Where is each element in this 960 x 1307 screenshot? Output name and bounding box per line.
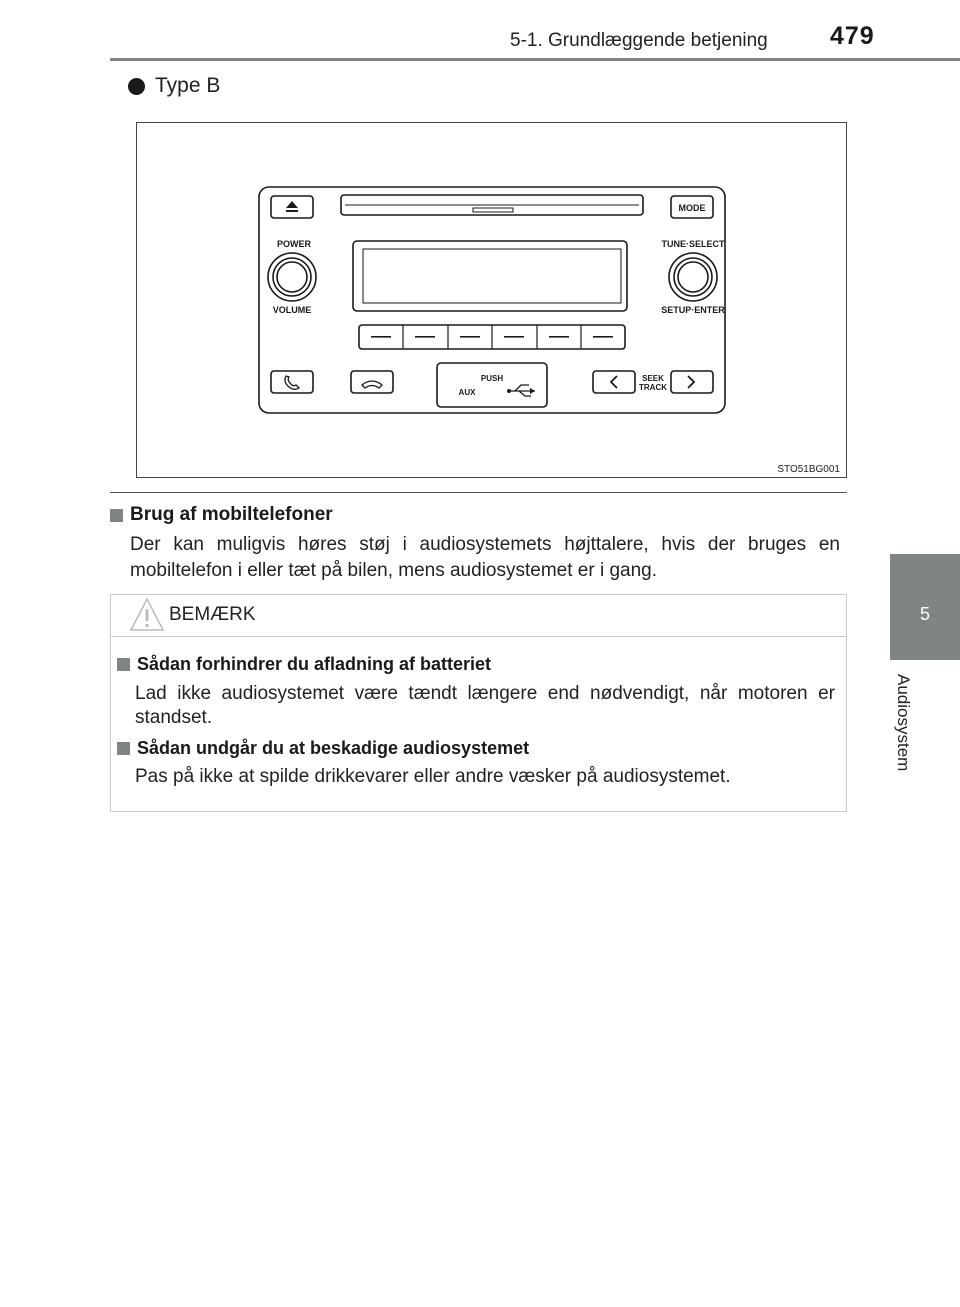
section-title: 5-1. Grundlæggende betjening <box>510 30 768 51</box>
chapter-tab <box>890 554 960 660</box>
section-divider <box>110 492 847 493</box>
square-bullet-icon <box>117 658 130 671</box>
audio-unit-figure <box>136 122 847 478</box>
notice-item-heading-1 <box>117 654 491 675</box>
seek-back-button <box>593 371 635 393</box>
notice-title: BEMÆRK <box>169 604 256 625</box>
notice-item-heading-2 <box>117 738 529 759</box>
setup-enter-label: SETUP·ENTER <box>661 305 725 315</box>
track-label: TRACK <box>639 383 667 392</box>
page-number: 479 <box>830 22 875 50</box>
notice-item-text-1: Lad ikke audiosystemet være tændt længere end nødvendigt, når motoren er standset. <box>135 683 835 728</box>
warning-triangle-icon <box>129 597 165 633</box>
phone-hangup-button <box>351 371 393 393</box>
notice-item-text-2: Pas på ikke at spilde drikkevarer eller andre væsker på audiosystemet. <box>135 766 731 787</box>
aux-label: AUX <box>458 388 476 397</box>
push-label: PUSH <box>480 374 504 383</box>
type-heading-text: Type B <box>155 74 221 97</box>
power-volume-knob <box>268 253 316 301</box>
audio-unit-illustration <box>137 123 846 477</box>
chapter-number: 5 <box>919 604 930 624</box>
mobile-paragraph: Der kan muligvis høres støj i audiosystemets højttalere, hvis der bruges en mobiltelefon i eller tæt på bilen, mens audiosystemet er i gang. <box>130 534 840 581</box>
header-rule <box>110 58 960 61</box>
display <box>353 241 627 311</box>
chapter-label: Audiosystem <box>894 674 913 772</box>
aux-usb-panel <box>437 363 547 407</box>
notice-item-heading-text: Sådan forhindrer du afladning af batteriet <box>137 654 492 674</box>
seek-label: SEEK <box>642 374 664 383</box>
tune-select-label: TUNE·SELECT <box>661 239 725 249</box>
volume-label: VOLUME <box>272 305 312 315</box>
tune-select-knob <box>669 253 717 301</box>
notice-item-heading-text: Sådan undgår du at beskadige audiosystemet <box>137 738 530 758</box>
type-heading <box>128 74 220 98</box>
mode-label: MODE <box>678 203 706 213</box>
seek-forward-button <box>671 371 713 393</box>
phone-pickup-button <box>271 371 313 393</box>
square-bullet-icon <box>117 742 130 755</box>
mobile-heading <box>110 504 333 526</box>
power-label: POWER <box>276 239 312 249</box>
notice-box <box>110 594 847 812</box>
mobile-heading-text: Brug af mobiltelefoner <box>130 504 333 525</box>
square-bullet-icon <box>110 509 123 522</box>
figure-code: STO51BG001 <box>777 464 840 475</box>
round-bullet-icon <box>128 78 145 95</box>
notice-header <box>111 595 846 637</box>
chapter-label-wrap <box>893 674 923 794</box>
